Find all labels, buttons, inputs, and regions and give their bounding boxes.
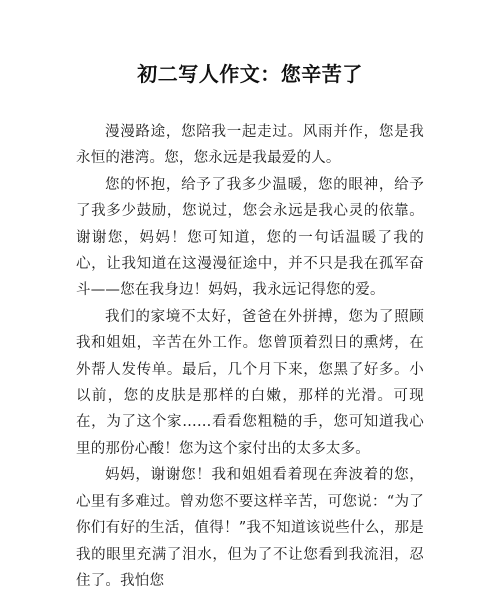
paragraph-4: 妈妈，谢谢您！我和姐姐看着现在奔波着的您，心里有多难过。曾劝您不要这样辛苦，可您说：“为了你们有好的生活，值得！”我不知道该说些什么，那是我的眼里充满了泪水，但为了不让您看到我流泪，忍住了。我怕您 (76, 467, 424, 589)
paragraph-1: 漫漫路途，您陪我一起走过。风雨并作，您是我永恒的港湾。您，您永远是我最爱的人。 (76, 124, 424, 167)
paragraph-2: 您的怀抱，给予了我多少温暖，您的眼神，给予了我多少鼓励，您说过，您会永远是我心灵的依靠。谢谢您，妈妈！您可知道，您的一句话温暖了我的心，让我知道在这漫漫征途中，并不只是我在孤军奋斗——您在我身边！妈妈，我永远记得您的爱。 (76, 176, 424, 299)
document-body (76, 119, 424, 594)
paragraph-3: 我们的家境不太好，爸爸在外拼搏，您为了照顾我和姐姐，辛苦在外工作。您曾顶着烈日的熏烤，在外帮人发传单。最后，几个月下来，您黑了好多。小以前，您的皮肤是那样的白嫩，那样的光滑。可现在，为了这个家……看看您粗糙的手，您可知道我心里的那份心酸！您为这个家付出的太多太多。 (76, 308, 424, 457)
document-title: 初二写人作文：您辛苦了 (137, 62, 363, 86)
